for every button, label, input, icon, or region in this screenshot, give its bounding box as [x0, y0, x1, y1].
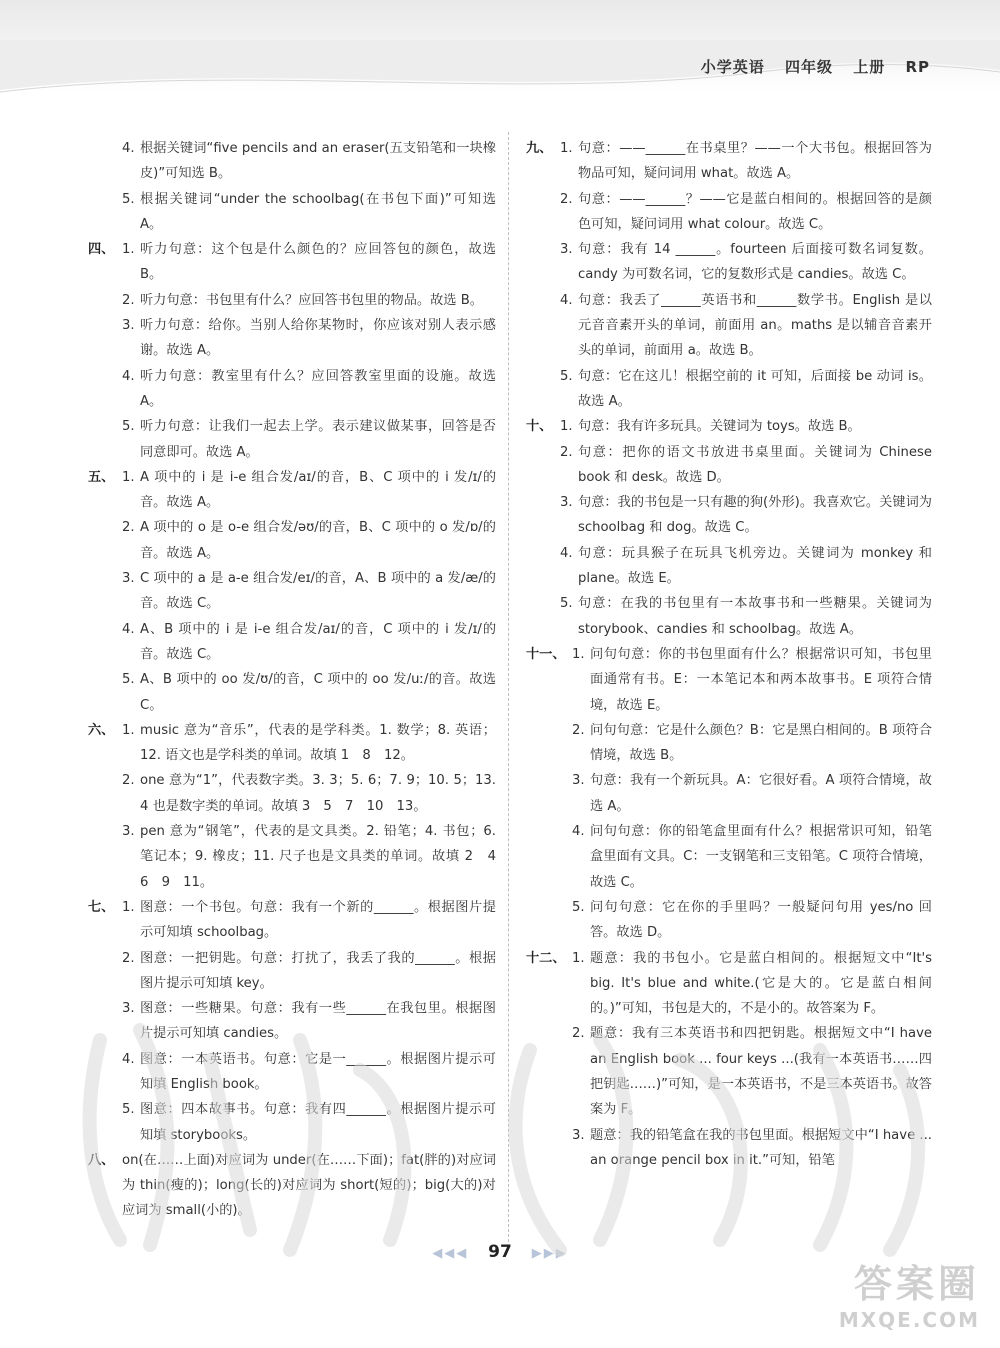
- answer-item: [122, 364, 496, 415]
- answer-item: [122, 768, 496, 819]
- item-number: 4.: [122, 141, 135, 156]
- answer-item: [122, 718, 496, 769]
- item-number: 5.: [122, 191, 135, 207]
- item-number: 1.: [122, 899, 135, 915]
- answer-item: [560, 541, 932, 592]
- header-volume: 上册: [853, 58, 886, 76]
- item-text: 句意：我有一个新玩具。A：它很好看。A 项符合情境，故选 A。: [590, 773, 932, 814]
- item-number: 1.: [572, 646, 585, 662]
- section-label: 六、: [88, 722, 115, 738]
- item-text: 听力句意：这个包是什么颜色的？应回答包的颜色，故选 B。: [140, 242, 496, 283]
- answer-section: [88, 1148, 496, 1224]
- item-text: 图意：四本故事书。句意：我有四______。根据图片提示可知填 storybooks。: [140, 1102, 496, 1143]
- header-title: [687, 56, 930, 77]
- item-text: 根据关键词“five pencils and an eraser(五支铅笔和一块橡皮)”可知选 B。: [140, 141, 496, 182]
- item-text: A、B 项中的 i 是 i-e 组合发/aɪ/的音，C 项中的 i 发/ɪ/的音。故选 C。: [140, 621, 496, 662]
- item-text: on(在……上面)对应词为 under(在……下面)；fat(胖的)对应词为 thin(瘦的)；long(长的)对应词为 short(短的)；big(大的)对应词为 small(小的)。: [122, 1152, 496, 1219]
- item-text: 图意：一些糖果。句意：我有一些______在我包里。根据图片提示可知填 candies。: [140, 1001, 496, 1042]
- page-number: 97: [488, 1242, 512, 1262]
- item-text: 问句句意：你的铅笔盒里面有什么？根据常识可知，铅笔盒里面有文具。C：一支钢笔和三支铅笔。C 项符合情境，故选 C。: [590, 824, 932, 890]
- answer-item: [572, 1021, 932, 1122]
- answer-section: [526, 642, 932, 946]
- answer-section: [88, 136, 496, 237]
- item-text: one 意为“1”，代表数字类。3. 3；5. 6；7. 9；10. 5；13. 4 也是数字类的单词。故填 3 5 7 10 13。: [140, 773, 496, 814]
- item-text: 句意：把你的语文书放进书桌里面。关键词为 Chinese book 和 desk。故选 D。: [578, 444, 932, 485]
- answer-item: [572, 1123, 932, 1174]
- item-text: pen 意为“钢笔”，代表的是文具类。2. 铅笔；4. 书包；6. 笔记本；9. 橡皮；11. 尺子也是文具类的单词。故填 2 4 6 9 11。: [140, 824, 510, 890]
- next-arrows-icon: ▶▶▶: [531, 1246, 568, 1261]
- item-text: A 项中的 i 是 i-e 组合发/aɪ/的音，B、C 项中的 i 发/ɪ/的音。故选 A。: [140, 469, 496, 511]
- answer-item: [122, 1148, 496, 1224]
- answer-item: [122, 895, 496, 946]
- watermark-brand-small: MXQE.COM: [838, 1308, 980, 1332]
- answer-item: [122, 313, 496, 364]
- answer-item: [560, 364, 932, 415]
- item-number: 5.: [122, 672, 135, 688]
- item-text: 句意：我有 14 ______。fourteen 后面接可数名词复数。candy 为可数名词，它的复数形式是 candies。故选 C。: [578, 242, 932, 283]
- item-text: 问句句意：它在你的手里吗？一般疑问句用 yes/no 回答。故选 D。: [590, 899, 932, 941]
- answer-section: [88, 895, 496, 1148]
- answer-item: [122, 237, 496, 288]
- answer-item: [122, 465, 496, 516]
- answer-item: [122, 515, 496, 566]
- answer-section: [526, 946, 932, 1174]
- item-number: 1.: [122, 469, 135, 485]
- prev-arrows-icon: ◀◀◀: [432, 1246, 469, 1261]
- item-text: 句意：——______在书桌里？——一个大书包。根据回答为物品可知，疑问词用 what。故选 A。: [578, 141, 932, 182]
- answer-item: [122, 136, 496, 187]
- answer-section: [88, 718, 510, 895]
- item-text: 听力句意：教室里有什么？应回答教室里面的设施。故选 A。: [140, 368, 496, 409]
- item-number: 1.: [122, 722, 135, 738]
- item-number: 1.: [560, 141, 573, 156]
- item-text: A 项中的 o 是 o-e 组合发/əʊ/的音，B、C 项中的 o 发/ɒ/的音。故选 A。: [140, 520, 496, 561]
- item-number: 4.: [122, 368, 135, 384]
- section-label: 十二、: [526, 950, 566, 966]
- item-number: 1.: [572, 950, 585, 966]
- item-number: 2.: [122, 292, 135, 308]
- item-number: 2.: [122, 520, 135, 536]
- item-text: 图意：一本英语书。句意：它是一______。根据图片提示可知填 English book。: [140, 1051, 496, 1092]
- answer-item: [122, 996, 496, 1047]
- answer-item: [122, 819, 510, 895]
- item-number: 4.: [572, 824, 585, 840]
- right-column: [526, 136, 932, 1173]
- item-number: 5.: [122, 419, 135, 435]
- item-number: 3.: [572, 773, 585, 789]
- answer-section: [526, 414, 932, 642]
- header-subject: 小学英语: [700, 58, 765, 76]
- item-number: 3.: [560, 495, 573, 511]
- answer-item: [122, 667, 496, 718]
- item-number: 4.: [560, 545, 573, 561]
- header-wave-decoration: [0, 40, 1000, 120]
- answer-item: [560, 237, 932, 288]
- item-number: 3.: [572, 1127, 585, 1143]
- header-grade: 四年级: [784, 58, 833, 76]
- item-text: 句意：我丢了______英语书和______数学书。English 是以元音音素开头的单词，前面用 an。maths 是以辅音音素开头的单词，前面用 a。故选 B。: [578, 292, 932, 359]
- item-text: 句意：我有许多玩具。关键词为 toys。故选 B。: [578, 419, 861, 435]
- item-number: 3.: [122, 1001, 135, 1017]
- answer-item: [572, 895, 932, 946]
- answer-item: [560, 414, 932, 439]
- item-number: 2.: [560, 191, 573, 207]
- item-text: 句意：我的书包是一只有趣的狗(外形)。我喜欢它。关键词为 schoolbag 和 dog。故选 C。: [578, 495, 932, 536]
- answer-section: [88, 465, 496, 718]
- item-text: 听力句意：书包里有什么？应回答书包里的物品。故选 B。: [140, 292, 483, 308]
- item-number: 2.: [560, 444, 573, 460]
- section-label: 九、: [526, 141, 553, 156]
- item-text: C 项中的 a 是 a-e 组合发/eɪ/的音，A、B 项中的 a 发/æ/的音。故选 C。: [140, 571, 496, 612]
- answer-item: [122, 617, 496, 668]
- header-edition: RP: [905, 58, 930, 76]
- item-number: 4.: [122, 1051, 135, 1067]
- item-number: 5.: [560, 368, 573, 384]
- item-number: 1.: [560, 419, 573, 435]
- item-number: 3.: [122, 318, 135, 334]
- answer-item: [122, 414, 496, 465]
- answer-item: [560, 440, 932, 491]
- item-number: 2.: [122, 950, 135, 966]
- watermark-brand: [839, 1253, 980, 1332]
- item-text: A、B 项中的 oo 发/ʊ/的音，C 项中的 oo 发/uː/的音。故选 C。: [140, 672, 496, 713]
- item-text: 题意：我的铅笔盒在我的书包里面。根据短文中“I have ... an orange pencil box in it.”可知，铅笔: [590, 1127, 932, 1168]
- item-number: 4.: [122, 621, 135, 637]
- answer-item: [122, 288, 496, 313]
- answer-item: [560, 490, 932, 541]
- item-text: 题意：我的书包小。它是蓝白相间的。根据短文中“It's big. It's blue and white.(它是大的。它是蓝白相间的。)”可知，书包是大的，不是小的。故答案为 F。: [590, 950, 932, 1017]
- item-text: 问句句意：它是什么颜色？B：它是黑白相间的。B 项符合情境，故选 B。: [590, 722, 932, 764]
- section-label: 十一、: [526, 646, 566, 662]
- item-number: 3.: [122, 571, 135, 587]
- answer-item: [572, 642, 932, 718]
- answer-item: [122, 566, 496, 617]
- section-label: 四、: [88, 242, 115, 258]
- item-text: 听力句意：给你。当别人给你某物时，你应该对别人表示感谢。故选 A。: [140, 318, 496, 359]
- section-label: 五、: [88, 469, 115, 485]
- answer-item: [122, 1097, 496, 1148]
- answer-item: [560, 591, 932, 642]
- item-number: 5.: [560, 596, 573, 612]
- section-label: 八、: [88, 1152, 115, 1168]
- item-number: 2.: [572, 722, 585, 738]
- item-number: 1.: [122, 242, 135, 258]
- item-number: 5.: [122, 1102, 135, 1118]
- item-text: 问句句意：你的书包里面有什么？根据常识可知，书包里面通常有书。E：一本笔记本和两本故事书。E 项符合情境，故选 E。: [590, 646, 932, 713]
- answer-item: [122, 1047, 496, 1098]
- left-column: [88, 136, 510, 1224]
- section-label: 十、: [526, 419, 553, 435]
- item-text: 根据关键词“under the schoolbag(在书包下面)”可知选 A。: [140, 191, 496, 232]
- item-number: 4.: [560, 292, 573, 308]
- answer-item: [122, 187, 496, 238]
- item-text: 句意：玩具猴子在玩具飞机旁边。关键词为 monkey 和 plane。故选 E。: [578, 545, 932, 587]
- column-divider: [508, 132, 509, 1242]
- item-text: 图意：一把钥匙。句意：打扰了，我丢了我的______。根据图片提示可知填 key。: [140, 950, 496, 991]
- answer-item: [560, 187, 932, 238]
- item-number: 2.: [122, 773, 135, 789]
- answer-item: [122, 946, 496, 997]
- answer-item: [560, 288, 932, 364]
- item-number: 3.: [560, 242, 573, 258]
- watermark-brand-large: 答案圈: [853, 1262, 980, 1306]
- item-number: 5.: [572, 899, 585, 915]
- item-number: 3.: [122, 824, 135, 840]
- item-text: 句意：在我的书包里有一本故事书和一些糖果。关键词为 storybook、candies 和 schoolbag。故选 A。: [578, 596, 932, 637]
- answer-item: [560, 136, 932, 187]
- answer-item: [572, 768, 932, 819]
- item-number: 2.: [572, 1026, 585, 1042]
- section-label: 七、: [88, 899, 115, 915]
- answer-section: [88, 237, 496, 465]
- item-text: 图意：一个书包。句意：我有一个新的______。根据图片提示可知填 schoolbag。: [140, 899, 496, 941]
- item-text: 句意：它在这儿！根据空前的 it 可知，后面接 be 动词 is。故选 A。: [578, 368, 932, 409]
- answer-item: [572, 946, 932, 1022]
- answer-item: [572, 819, 932, 895]
- item-text: music 意为“音乐”，代表的是学科类。1. 数学；8. 英语；12. 语文也是学科类的单词。故填 1 8 12。: [140, 722, 496, 764]
- item-text: 听力句意：让我们一起去上学。表示建议做某事，回答是否同意即可。故选 A。: [140, 419, 496, 460]
- item-text: 句意：——______？——它是蓝白相间的。根据回答的是颜色可知，疑问词用 what colour。故选 C。: [578, 191, 932, 232]
- answer-section: [526, 136, 932, 414]
- item-text: 题意：我有三本英语书和四把钥匙。根据短文中“I have an English book ... four keys ...(我有一本英语书……四把钥匙……)”可知，是一本英语书，不是三本英语书。故答案为 F。: [590, 1026, 932, 1118]
- answer-item: [572, 718, 932, 769]
